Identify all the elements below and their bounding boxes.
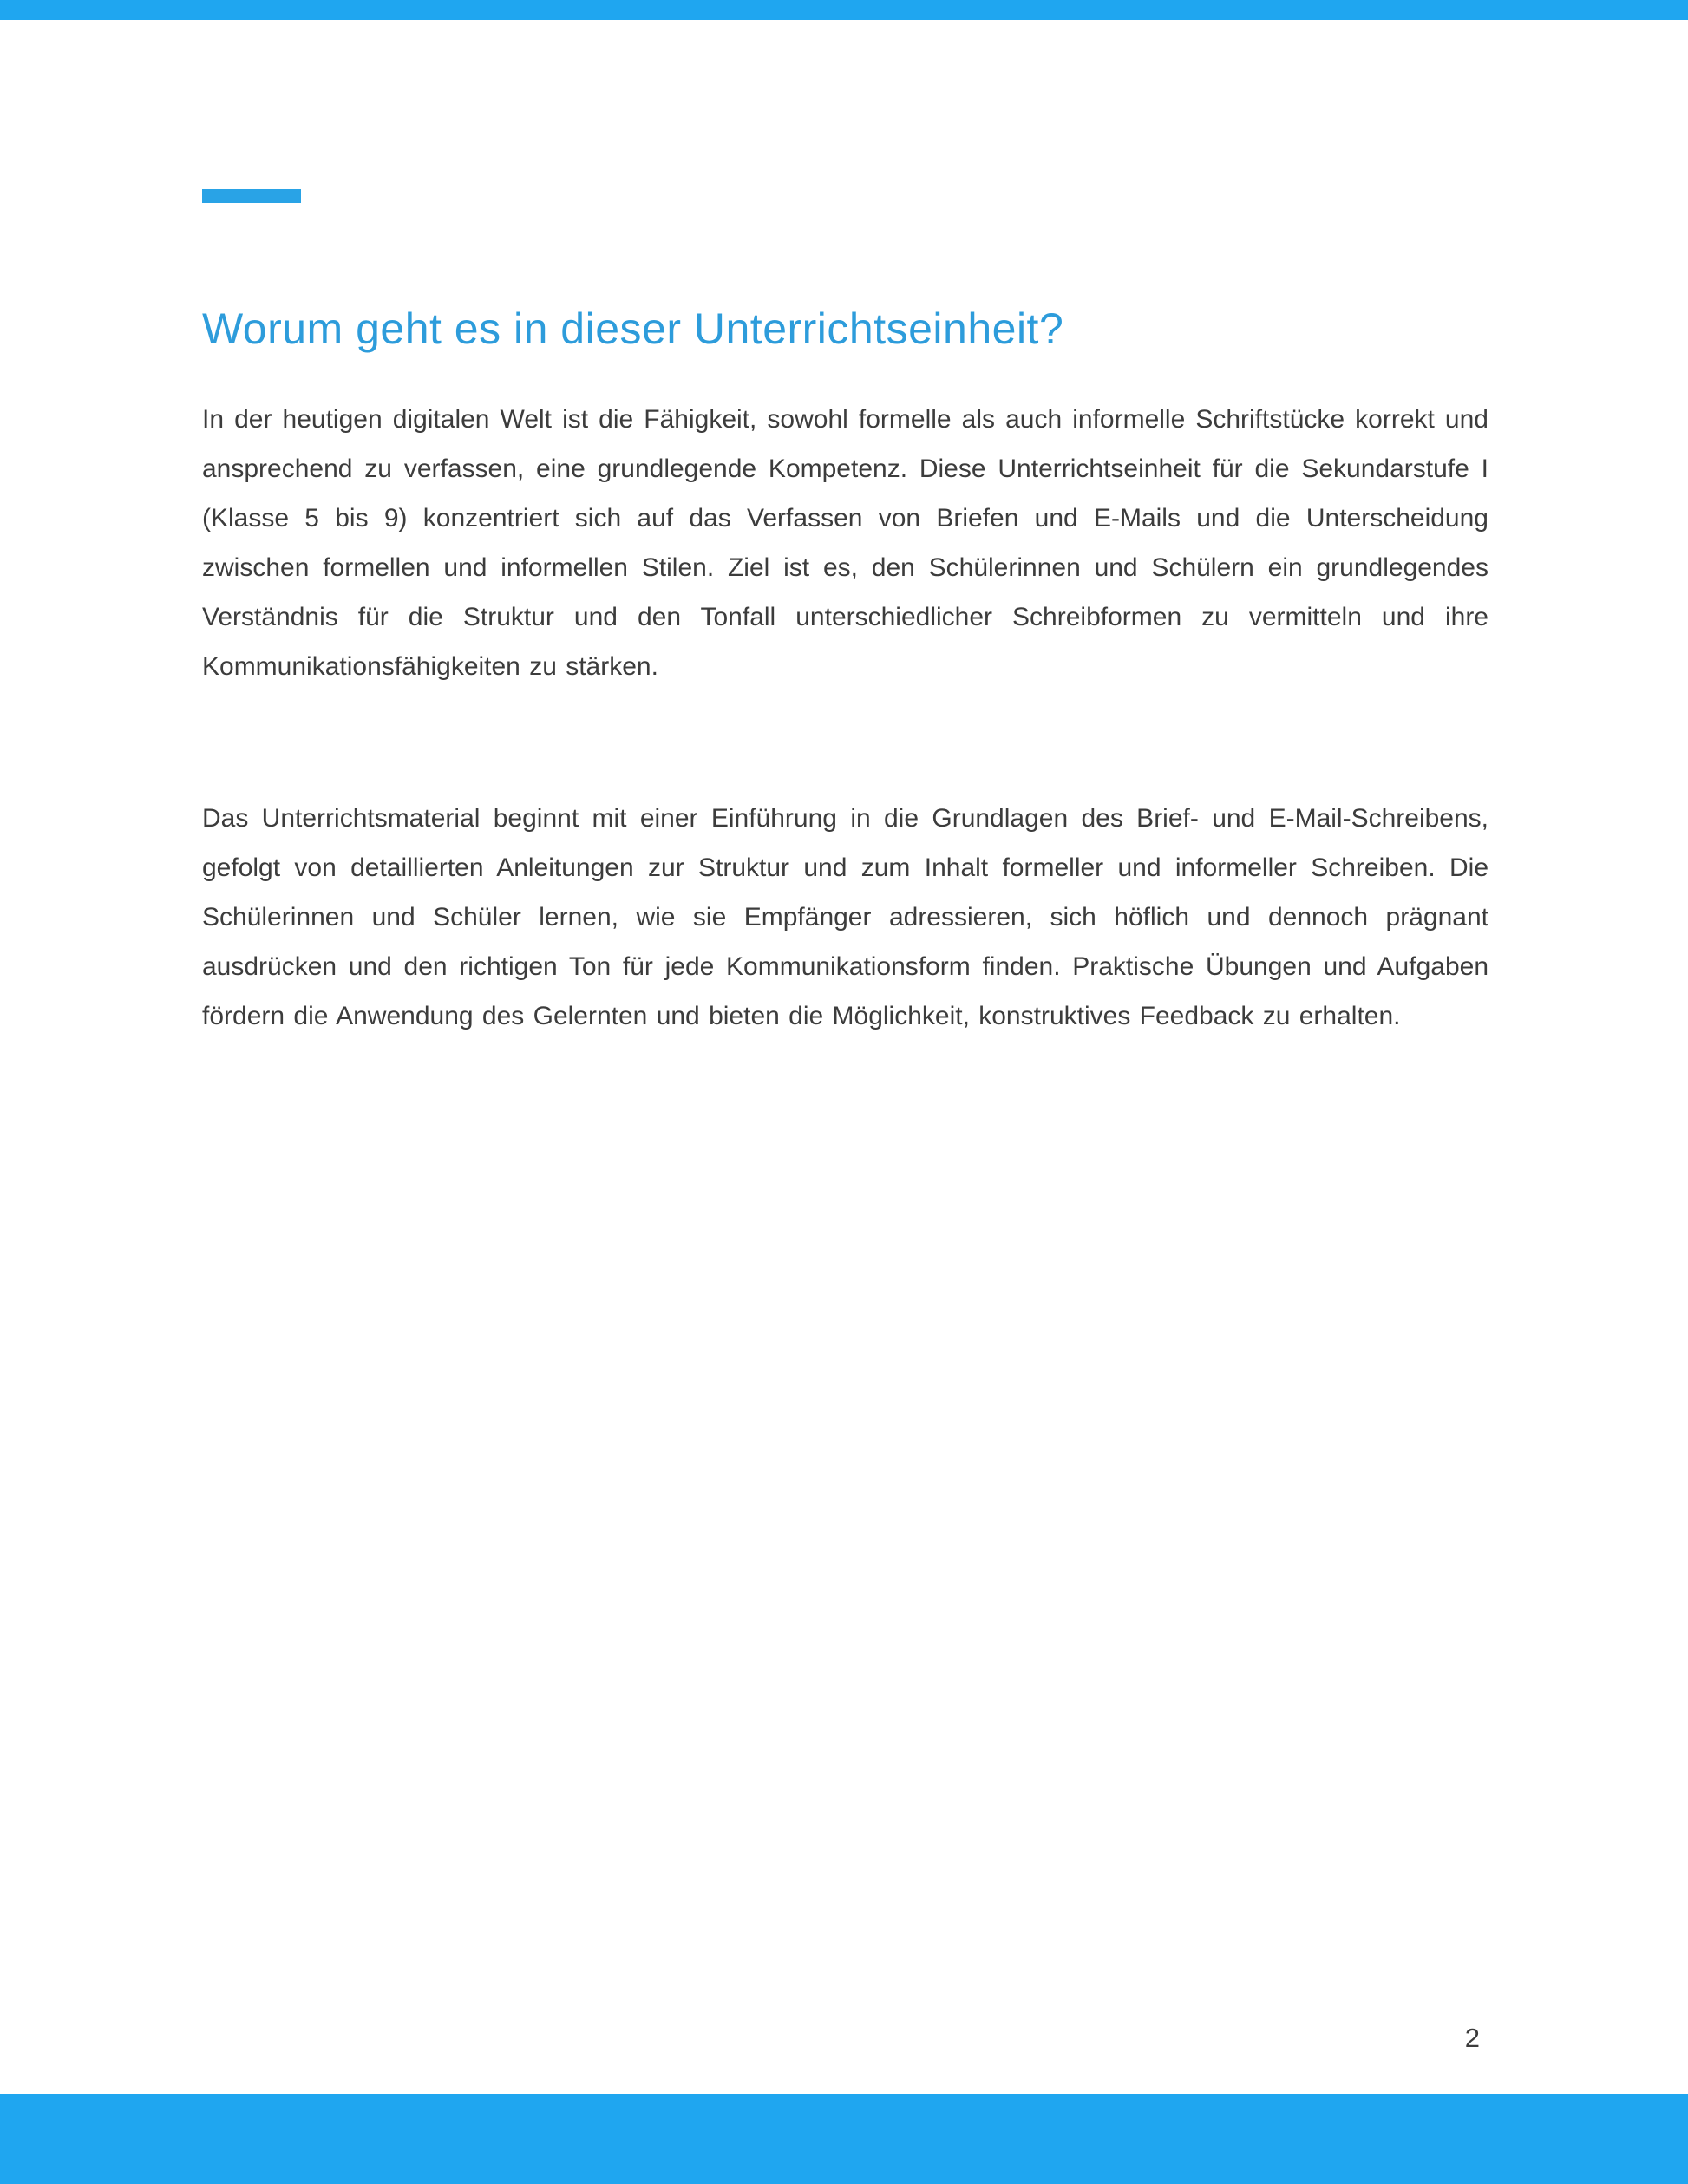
intro-paragraph-1: In der heutigen digitalen Welt ist die Fähigkeit, sowohl formelle als auch informelle Schriftstücke korrekt und ansprechend zu verfassen, eine grundlegende Kompetenz. Diese Unterrichtseinheit für die Sekundarstufe I (Klasse 5 bis 9) konzentriert sich auf das Verfassen von Briefen und E-Mails und die Unterscheidung zwischen formellen und informellen Stilen. Ziel ist es, den Schülerinnen und Schülern ein grundlegendes Verständnis für die Struktur und den Tonfall unterschiedlicher Schreibformen zu vermitteln und ihre Kommunikationsfähigkeiten zu stärken. [202, 405, 1488, 681]
page-number: 2 [1464, 2023, 1480, 2053]
section-heading: Worum geht es in dieser Unterrichtseinheit? [202, 304, 1064, 353]
footer-bar [0, 2094, 1688, 2184]
intro-paragraph-2: Das Unterrichtsmaterial beginnt mit einer Einführung in die Grundlagen des Brief- und E-Mail-Schreibens, gefolgt von detaillierten Anleitungen zur Struktur und zum Inhalt formeller und informeller Schreiben. Die Schülerinnen und Schüler lernen, wie sie Empfänger adressieren, sich höflich und dennoch prägnant ausdrücken und den richtigen Ton für jede Kommunikationsform finden. Praktische Übungen und Aufgaben fördern die Anwendung des Gelernten und bieten die Möglichkeit, konstruktives Feedback zu erhalten. [202, 804, 1488, 1030]
top-header-bar [0, 0, 1688, 20]
body-text-block [202, 395, 1488, 1041]
section-accent-mark [202, 189, 301, 203]
